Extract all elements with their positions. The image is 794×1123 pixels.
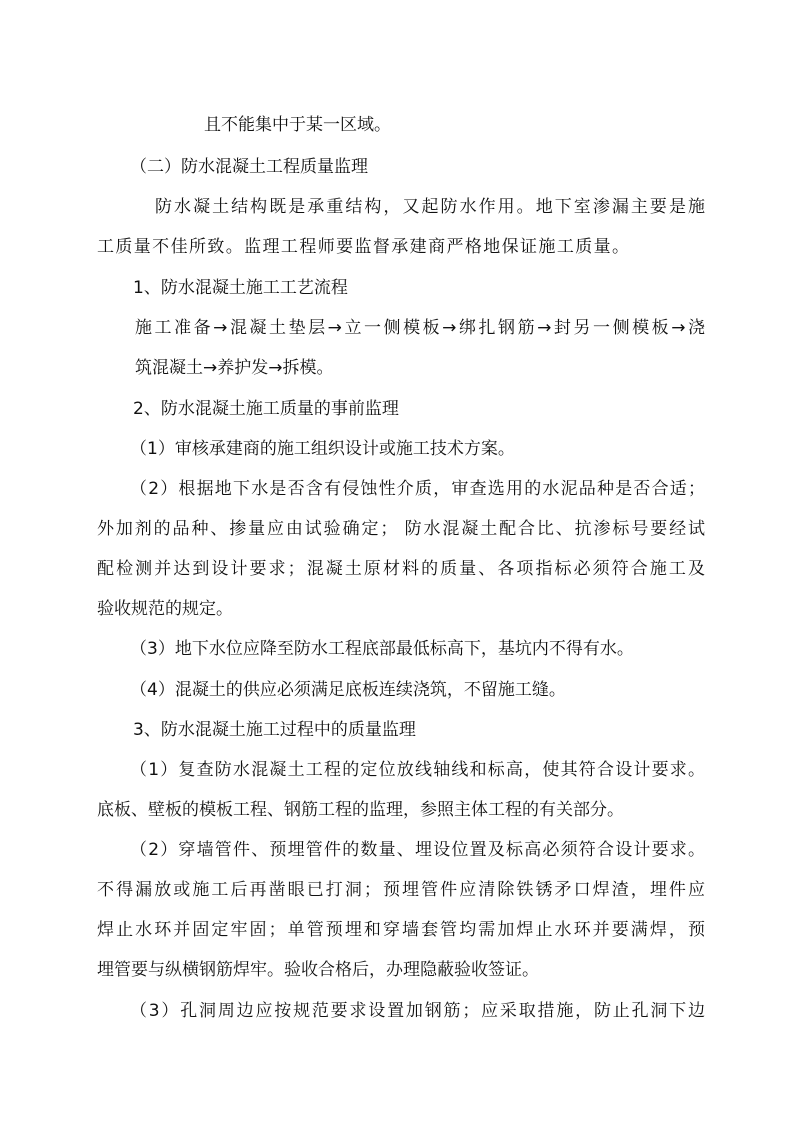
text-line: （4）混凝土的供应必须满足底板连续浇筑，不留施工缝。 — [130, 680, 566, 700]
text-line: 且不能集中于某一区域。 — [204, 115, 391, 135]
subsection-heading: 3、防水混凝土施工过程中的质量监理 — [133, 720, 416, 740]
subsection-heading: 2、防水混凝土施工质量的事前监理 — [133, 399, 399, 419]
text-line: 施工准备→混凝土垫层→立一侧模板→绑扎钢筋→封另一侧模板→浇 — [135, 318, 705, 338]
text-line: （1）审核承建商的施工组织设计或施工技术方案。 — [130, 439, 515, 459]
text-line: 配检测并达到设计要求；混凝土原材料的质量、各项指标必须符合施工及 — [97, 559, 705, 579]
text-line: （2）根据地下水是否含有侵蚀性介质，审查选用的水泥品种是否合适； — [130, 479, 705, 499]
text-line: （3）孔洞周边应按规范要求设置加钢筋；应采取措施，防止孔洞下边 — [130, 1001, 705, 1021]
text-line: 焊止水环并固定牢固；单管预埋和穿墙套管均需加焊止水环并要满焊，预 — [97, 920, 705, 940]
text-line: 埋管要与纵横钢筋焊牢。验收合格后，办理隐蔽验收签证。 — [97, 960, 539, 980]
text-line: （2）穿墙管件、预埋管件的数量、埋设位置及标高必须符合设计要求。 — [130, 840, 705, 860]
text-line: 工质量不佳所致。监理工程师要监督承建商严格地保证施工质量。 — [97, 237, 629, 257]
text-line: 防水凝土结构既是承重结构，又起防水作用。地下室渗漏主要是施 — [155, 197, 705, 217]
text-line: 外加剂的品种、掺量应由试验确定； 防水混凝土配合比、抗渗标号要经试 — [97, 519, 705, 539]
text-line: （1）复查防水混凝土工程的定位放线轴线和标高，使其符合设计要求。 — [130, 760, 705, 780]
section-heading: （二）防水混凝土工程质量监理 — [130, 157, 368, 177]
subsection-heading: 1、防水混凝土施工工艺流程 — [133, 278, 348, 298]
text-line: 底板、壁板的模板工程、钢筋工程的监理，参照主体工程的有关部分。 — [97, 800, 624, 820]
text-line: （3）地下水位应降至防水工程底部最低标高下，基坑内不得有水。 — [130, 639, 634, 659]
text-line: 验收规范的规定。 — [97, 599, 233, 619]
text-line: 筑混凝土→养护发→拆模。 — [135, 358, 334, 378]
text-line: 不得漏放或施工后再凿眼已打洞；预埋管件应清除铁锈矛口焊渣，埋件应 — [97, 880, 705, 900]
